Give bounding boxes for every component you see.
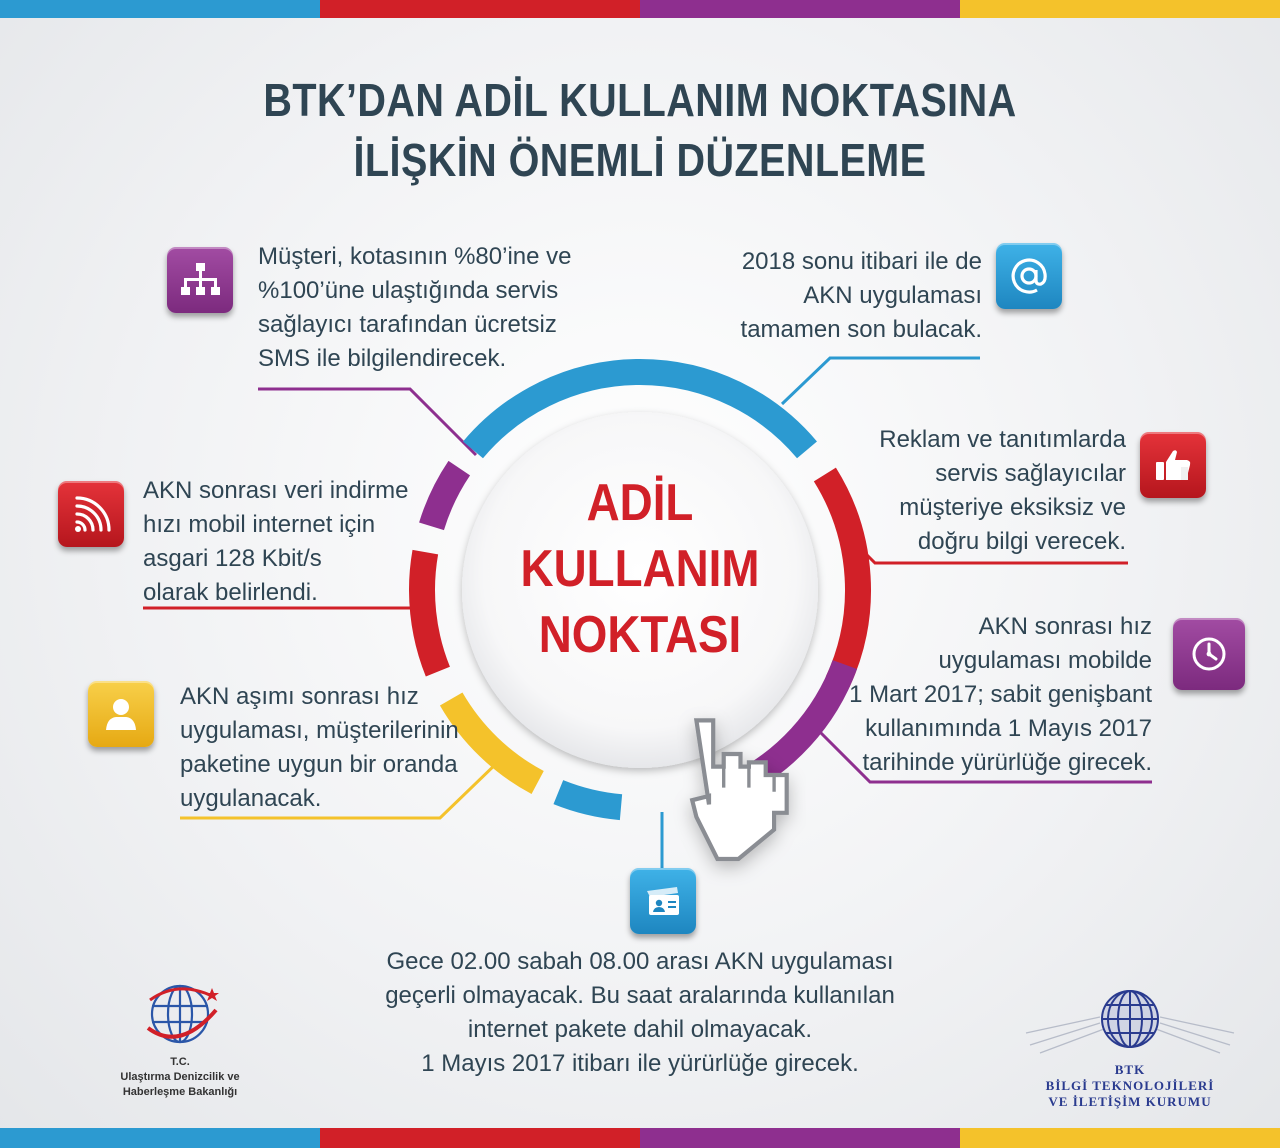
title-line-1: BTK’DAN ADİL KULLANIM NOKTASINA [263, 74, 1017, 126]
arc-red-left [422, 552, 438, 672]
ministry-caption-line: T.C. [170, 1056, 190, 1068]
at-icon [996, 243, 1062, 309]
ministry-logo [110, 970, 250, 1100]
id-card-icon [630, 868, 696, 934]
text-line: Gece 02.00 sabah 08.00 arası AKN uygulaması [386, 948, 894, 975]
btk-caption-line: VE İLETİŞİM KURUMU [1048, 1094, 1212, 1109]
text-line: uygulaması, müşterilerinin [180, 717, 459, 744]
thumbs-up-icon [1140, 432, 1206, 498]
text-line: olarak belirlendi. [143, 579, 318, 606]
text-line: kullanımında 1 Mayıs 2017 [865, 715, 1152, 742]
connector-sms [258, 389, 476, 455]
connector-end2018 [782, 358, 980, 404]
text-end-2018 [700, 245, 982, 347]
center-title [464, 470, 816, 668]
arc-blue-bottom [558, 792, 621, 807]
text-line: servis sağlayıcılar [935, 460, 1126, 487]
text-effective-dates [820, 610, 1152, 780]
text-line: geçerli olmayacak. Bu saat aralarında kullanılan [385, 982, 895, 1009]
text-line: paketine uygun bir oranda [180, 751, 458, 778]
arc-purple-left [432, 468, 460, 526]
text-night-hours [340, 945, 940, 1081]
text-advertising [800, 423, 1126, 559]
text-line: 1 Mart 2017; sabit genişbant [849, 681, 1152, 708]
center-line-3: NOKTASI [538, 606, 742, 664]
text-line: AKN aşımı sonrası hız [180, 683, 419, 710]
text-line: AKN uygulaması [803, 282, 982, 309]
text-line: sağlayıcı tarafından ücretsiz [258, 311, 557, 338]
clock-icon [1173, 618, 1245, 690]
btk-caption-line: BİLGİ TEKNOLOJİLERİ [1045, 1078, 1215, 1093]
text-download-speed [143, 474, 408, 610]
text-line: asgari 128 Kbit/s [143, 545, 322, 572]
text-line: %100’üne ulaştığında servis [258, 277, 559, 304]
text-line: tamamen son bulacak. [740, 316, 982, 343]
btk-caption-line: BTK [1114, 1062, 1146, 1077]
text-line: doğru bilgi verecek. [917, 528, 1126, 555]
text-line: hızı mobil internet için [143, 511, 376, 538]
rss-icon [58, 481, 124, 547]
text-line: müşteriye eksiksiz ve [899, 494, 1126, 521]
title-line-2: İLİŞKİN ÖNEMLİ DÜZENLEME [353, 134, 927, 186]
btk-globe-logo [1020, 985, 1240, 1057]
text-line: Reklam ve tanıtımlarda [879, 426, 1126, 453]
text-line: uygulaması mobilde [938, 647, 1152, 674]
btk-logo [1020, 985, 1240, 1110]
ministry-caption-line: Ulaştırma Denizcilik ve [120, 1071, 240, 1083]
text-line: internet pakete dahil olmayacak. [467, 1016, 813, 1043]
text-package-limit [180, 680, 459, 816]
text-sms-notification [258, 240, 572, 376]
pointer-hand-icon [692, 720, 787, 859]
text-line: AKN sonrası hız [978, 613, 1152, 640]
text-line: tarihinde yürürlüğe girecek. [862, 749, 1152, 776]
user-icon [88, 681, 154, 747]
text-line: uygulanacak. [180, 785, 322, 812]
ministry-caption-line: Haberleşme Bakanlığı [122, 1086, 238, 1098]
center-line-1: ADİL [586, 474, 694, 532]
text-line: 1 Mayıs 2017 itibarı ile yürürlüğe girecek. [421, 1050, 859, 1077]
text-line: Müşteri, kotasının %80’ine ve [258, 243, 572, 270]
text-line: SMS ile bilgilendirecek. [258, 345, 507, 372]
ministry-globe-logo [130, 970, 230, 1050]
text-line: 2018 sonu itibari ile de [741, 248, 982, 275]
center-line-2: KULLANIM [520, 540, 760, 598]
text-line: AKN sonrası veri indirme [143, 477, 409, 504]
sitemap-icon [167, 247, 233, 313]
